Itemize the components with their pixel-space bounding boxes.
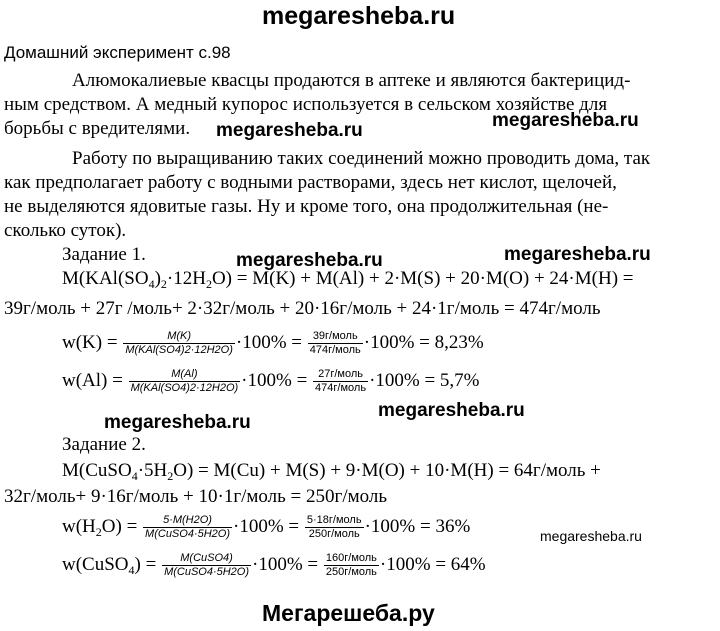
task1-molar-mass-line2: 39г/моль + 27г /моль+ 2·32г/моль + 20·16г/моль + 24·1г/моль = 474г/моль <box>4 298 601 319</box>
paragraph-line: не выделяются ядовитые газы. Ну и кроме того, она продолжительная (не- <box>4 196 609 217</box>
subscript: 2 <box>160 277 167 291</box>
paragraph-line: Работу по выращиванию таких соединений можно проводить дома, так <box>72 148 651 169</box>
watermark-inline: megaresheba.ru <box>216 120 363 141</box>
fraction-denominator: 474г/моль <box>315 382 367 394</box>
fraction-denominator: 250г/моль <box>308 528 360 540</box>
formula-part: M(CuSO <box>62 460 132 481</box>
wk-mid: ·100% = <box>235 331 303 353</box>
wh-fraction <box>143 514 232 541</box>
subscript: 2 <box>167 469 174 483</box>
paragraph-line: ным средством. А медный купорос используется в сельском хозяйстве для <box>4 94 608 115</box>
subscript: 4 <box>128 562 135 577</box>
subscript: 4 <box>131 469 138 483</box>
subscript: 4 <box>148 277 155 291</box>
wh-lhs: O) = <box>101 515 138 537</box>
wal-fraction <box>129 368 241 395</box>
watermark-inline: megaresheba.ru <box>504 244 651 265</box>
fraction-numerator: 27г/моль <box>313 368 368 382</box>
paragraph-line: борьбы с вредителями. <box>4 118 191 139</box>
fraction-denominator: 474г/моль <box>309 344 361 356</box>
wal-result: ·100% = 5,7% <box>369 369 480 391</box>
wc-fraction-values <box>324 552 379 579</box>
subscript: 2 <box>205 277 212 291</box>
formula-part: O) = M(K) + M(Al) + 2·M(S) + 20·M(O) + 24·M(H) = <box>211 268 634 289</box>
watermark-inline: megaresheba.ru <box>104 412 251 433</box>
formula-part: ·5H <box>137 460 168 481</box>
wh-mid: ·100% = <box>233 515 300 537</box>
fraction-denominator: M(KAl(SO4)2·12H2O) <box>130 382 239 394</box>
subscript: 2 <box>95 524 102 539</box>
wk-fraction-values <box>308 330 363 357</box>
paragraph-line: как предполагает работу с водными растворами, здесь нет кислот, щелочей, <box>4 172 617 193</box>
wc-lhs: ) = <box>134 553 157 575</box>
formula-part: ·12H <box>166 268 206 289</box>
fraction-numerator: M(K) <box>123 330 235 344</box>
watermark-small: megaresheba.ru <box>540 528 642 544</box>
task1-wk-formula <box>62 330 484 357</box>
fraction-numerator: 5·18г/моль <box>306 514 362 526</box>
watermark-top: megaresheba.ru <box>262 2 456 30</box>
task2-wh2o-formula <box>62 514 470 543</box>
fraction-numerator: 39г/моль <box>308 330 363 344</box>
wk-fraction <box>123 330 235 357</box>
wk-lhs: w(K) = <box>62 331 118 353</box>
task2-title: Задание 2. <box>62 434 146 455</box>
task1-molar-mass-line1 <box>62 268 634 295</box>
heading: Домашний эксперимент с.98 <box>4 43 231 62</box>
wh-lhs: w(H <box>62 515 96 537</box>
fraction-numerator: 5·M(H2O) <box>143 514 232 528</box>
formula-part: O) = M(Cu) + M(S) + 9·M(O) + 10·M(H) = 64г/моль + <box>173 460 601 481</box>
task1-wal-formula <box>62 368 480 395</box>
wc-mid: ·100% = <box>252 553 319 575</box>
wal-lhs: w(Al) = <box>62 369 123 391</box>
fraction-denominator: 250г/моль <box>325 566 377 578</box>
wal-mid: ·100% = <box>241 369 308 391</box>
wh-fraction-values <box>305 514 364 541</box>
watermark-bottom: Мегарешеба.ру <box>262 600 435 626</box>
watermark-inline: megaresheba.ru <box>492 110 639 131</box>
fraction-denominator: M(CuSO4·5H2O) <box>164 566 250 578</box>
fraction-denominator: M(KAl(SO4)2·12H2O) <box>125 344 233 356</box>
fraction-denominator: M(CuSO4·5H2O) <box>145 528 231 540</box>
formula-part: ) <box>154 268 161 289</box>
wc-lhs: w(CuSO <box>62 553 129 575</box>
wc-result: ·100% = 64% <box>379 553 486 575</box>
watermark-inline: megaresheba.ru <box>378 400 525 421</box>
formula-part: M(KAl(SO <box>62 268 149 289</box>
fraction-numerator: M(Al) <box>129 368 241 382</box>
paragraph-line: сколько суток). <box>4 220 127 241</box>
watermark-inline: megaresheba.ru <box>236 250 383 271</box>
task1-title: Задание 1. <box>62 244 146 265</box>
fraction-numerator: M(CuSO4) <box>162 552 251 566</box>
wal-fraction-values <box>313 368 368 395</box>
task2-molar-mass-line1 <box>62 460 601 487</box>
task2-wcuso4-formula <box>62 552 486 581</box>
wc-fraction <box>162 552 251 579</box>
wk-result: ·100% = 8,23% <box>363 331 484 353</box>
fraction-numerator: 160г/моль <box>325 552 377 564</box>
paragraph-line: Алюмокалиевые квасцы продаются в аптеке и являются бактерицид- <box>72 70 631 91</box>
wh-result: ·100% = 36% <box>364 515 471 537</box>
task2-molar-mass-line2: 32г/моль+ 9·16г/моль + 10·1г/моль = 250г/моль <box>4 486 388 507</box>
